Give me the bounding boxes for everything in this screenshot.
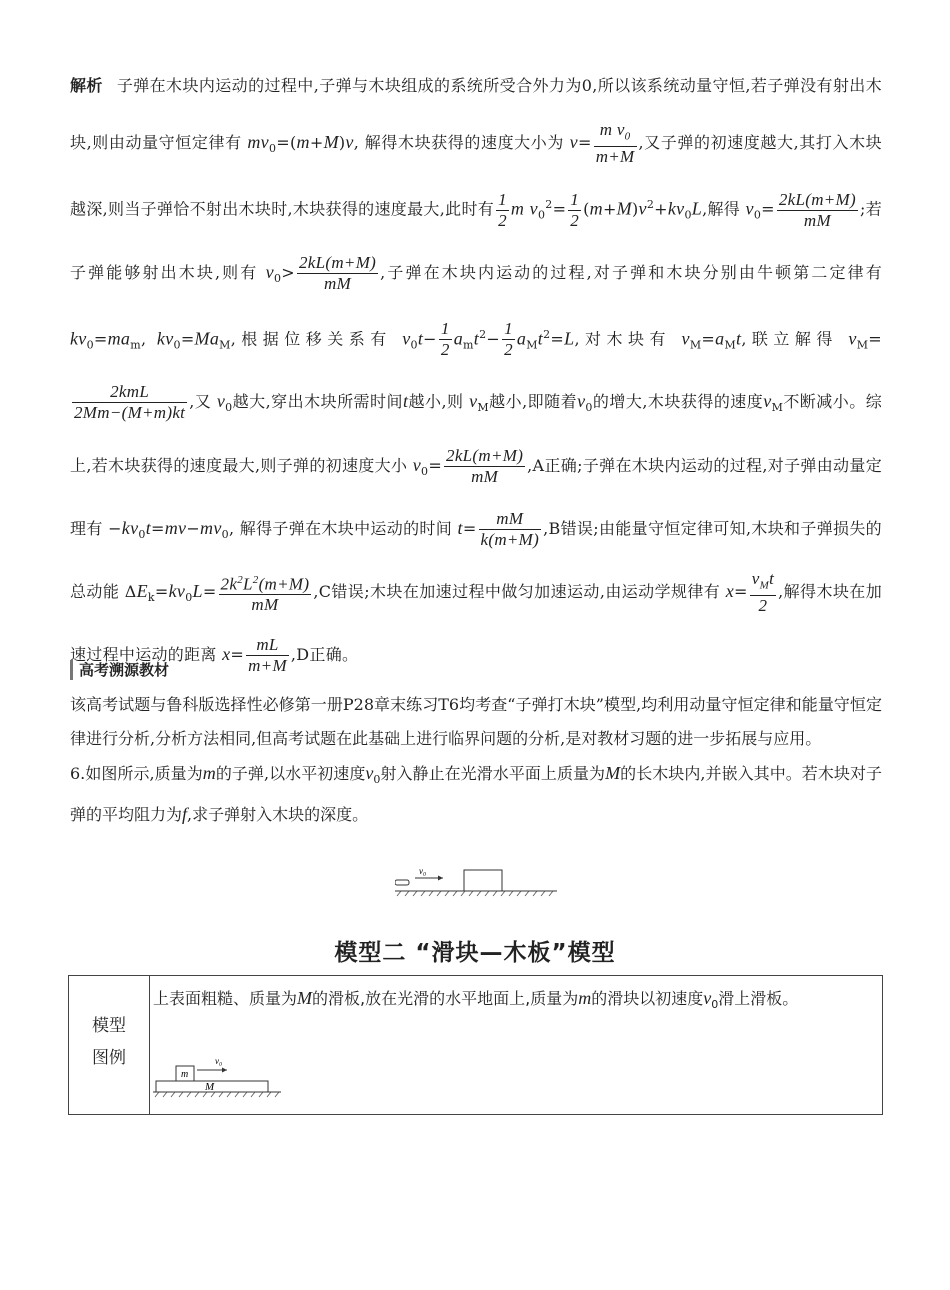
analysis-paragraph: 解析 子弹在木块内运动的过程中,子弹与木块组成的系统所受合外力为0,所以该系统动量守恒,若子弹没有射出木块,则由动量守恒定律有 $mv_0=(m+M)v$, 解得木块获得的速度大小为 v= $\frac{m v_0}{m+M}$ ,又子弹的初速度越大,其打入木块越深,则当子弹恰不射出木块时,木块获得的速度最大,此时有 $\frac{1}{2}$ m $v_0^2=$ $\frac{1}{2}$ $(m+M)v^2+kv_0L$,解得 $v_0=$ $\frac{2kL(m+M)}{mM}$ ;若子弹能够射出木块,则有 $v_0>$ $\frac{2kL(m+M)}{mM}$ ,子弹在木块内运动的过程,对子弹和木块分别由牛顿第二定律有 $kv_0=ma_m$, $kv_0=Ma_M$,根据位移关系有 $v_0t-$ $\frac{1}{2}$ $a_mt^2-$ $\frac{1}{2}$ $a_Mt^2=L$,对木块有 $v_M=a_Mt$,联立解得 $v_M=$ $\frac{\text{2kmL}}{2Mm-(M+m)kt}$ ,又 $v_0$越大,穿出木块所需时间t越小,则 $v_M$越小,即随着$v_0$的增大,木块获得的速度$v_M$不断减小。综上,若木块获得的速度最大,则子弹的初速度大小 $v_0=$ $\frac{2kL(m+M)}{mM}$ ,A正确;子弹在木块内运动的过程,对子弹由动量定理有 $-kv_0t=mv-mv_0$, 解得子弹在木块中运动的时间 t= $\frac{mM}{k(m+M)}$ ,B错误;由能量守恒定律可知,木块和子弹损失的总动能 $\Delta E_k=kv_0L=$ $\frac{2k^2L^2(m+M)}{mM}$ ,C错误;木块在加速过程中做匀加速运动,由运动学规律有 x= $\frac{v_Mt}{2}$ ,解得木块在加速过程中运动的距离 x= $\frac{mL}{m+M}$ ,D正确。 bbox=[70, 76, 883, 676]
slider-arrow-head bbox=[222, 1068, 227, 1073]
slider-velocity-label: v₀ bbox=[215, 1056, 223, 1066]
source-text: 该高考试题与鲁科版选择性必修第一册P28章末练习T6均考查“子弹打木块”模型,均利用动量守恒定律和能量守恒定律进行分析,分析方法相同,但高考试题在此基础上进行临界问题的分析,是对教材习题的进一步拓展与应用。 6.如图所示,质量为m的子弹,以水平初速度$v_0$射入静止在光滑水平面上质量为M的长木块内,并嵌入其中。若木块对子弹的平均阻力为f,求子弹射入木块的深度。 bbox=[70, 695, 882, 825]
model-two-title: 模型二 “滑块—木板”模型 bbox=[334, 940, 616, 966]
floor-hatch bbox=[155, 1092, 279, 1097]
model-table bbox=[68, 975, 883, 1115]
ground-hatch bbox=[397, 891, 553, 896]
board-label: M bbox=[205, 1081, 215, 1093]
analysis-label: 解析 bbox=[70, 76, 103, 95]
bullet-shape bbox=[395, 880, 409, 885]
source-block bbox=[70, 660, 882, 832]
slider-label: m bbox=[181, 1069, 189, 1080]
model-label-cell: 模型 图例 bbox=[69, 976, 150, 1114]
analysis-block bbox=[70, 58, 882, 683]
arrow-head bbox=[438, 876, 443, 881]
slider-board-figure bbox=[153, 1056, 283, 1106]
wood-block-shape bbox=[464, 870, 502, 891]
model-desc-cell: 上表面粗糙、质量为M的滑板,放在光滑的水平地面上,质量为m的滑块以初速度$v_0$滑上滑板。 bbox=[153, 988, 799, 1012]
velocity-label: v₀ bbox=[419, 866, 427, 876]
bullet-block-figure bbox=[395, 866, 565, 906]
section-heading: 高考溯源教材 bbox=[70, 660, 882, 680]
